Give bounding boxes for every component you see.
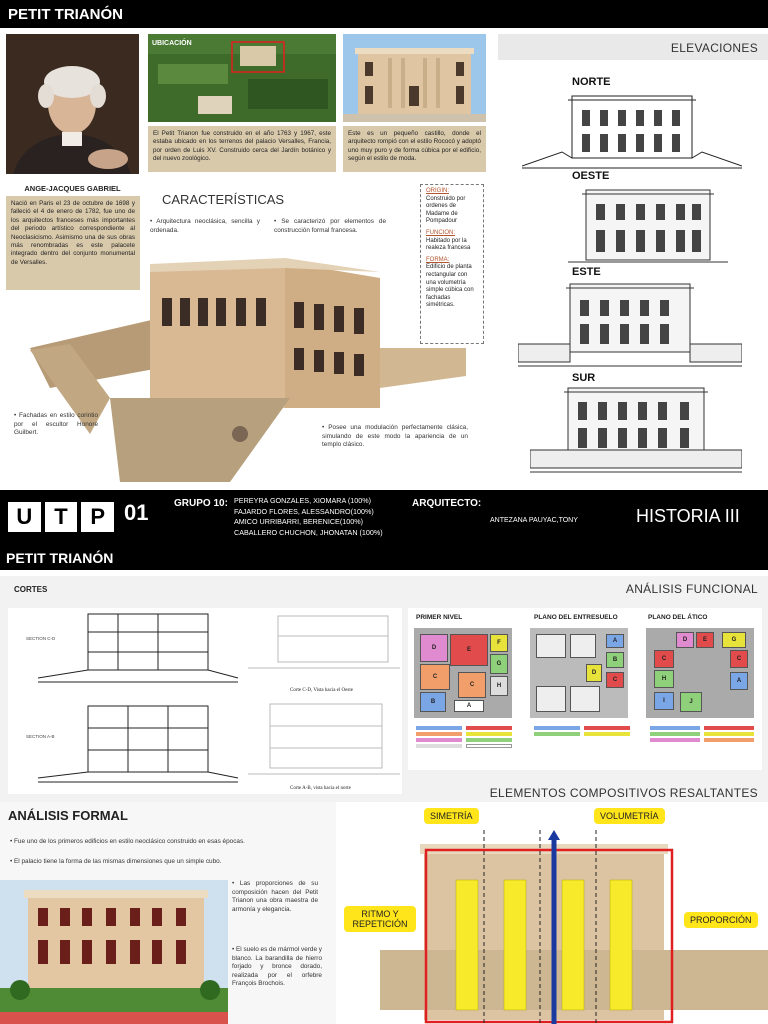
member: CABALLERO CHUCHON, JHONATAN (100%) <box>234 527 383 537</box>
elevation-north-label: NORTE <box>572 76 611 88</box>
member: FAJARDO FLORES, ALESSANDRO(100%) <box>234 506 374 516</box>
formal-bullet-4: • El suelo es de mármol verde y blanco. La barandilla de hierro forjado y bronce dorado, realizada por el orfebre François Brochois. <box>232 946 322 989</box>
page2-title: PETIT TRIANÓN <box>6 550 114 566</box>
plan-label: PLANO DEL ÁTICO <box>648 614 708 621</box>
formal-title: ANÁLISIS FORMAL <box>8 808 128 823</box>
sheet-number: 01 <box>124 500 149 525</box>
location-text: El Petit Trianon fue construido en el año 1763 y 1967, este estaba ubicado en los terrenos del palacio Versalles, Francia, por orden de Luis XV. Construido cerca del Jardín botánico y del nuevo zoológico. <box>148 126 336 172</box>
footer-band <box>0 490 768 570</box>
architect-name: ANGE-JACQUES GABRIEL <box>24 184 121 193</box>
forma-label: FORMA: <box>426 256 450 263</box>
characteristic-bullet-3: • Fachadas en estilo corintio por el escultor Honore Guilbert. <box>14 412 98 438</box>
origin-label: ORIGIN: <box>426 188 450 194</box>
group-label: GRUPO 10: <box>174 498 228 509</box>
elevation-south-drawing <box>530 384 742 476</box>
characteristic-bullet-1: • Arquitectura neoclásica, sencilla y ordenada. <box>150 218 260 235</box>
page-title: PETIT TRIANÓN <box>0 0 768 28</box>
cortes-label: CORTES <box>14 585 48 594</box>
architect-teacher: ANTEZANA PAUYAC,TONY <box>490 517 578 524</box>
elevation-west-drawing <box>568 184 728 266</box>
funcion-label: FUNCION: <box>426 229 455 236</box>
utp-logo: U T P <box>8 502 114 532</box>
funcion-text: Habitado por la realeza francesa <box>426 237 471 252</box>
characteristic-bullet-4: • Posee una modulación perfectamente clásica, simulando de este modo la apariencia de un templo clásico. <box>322 424 468 450</box>
formal-bullet-3: • Las proporciones de su composición hacen del Petit Trianon una obra maestra de armonía y elegancia. <box>232 880 318 914</box>
member: AMICO URRIBARRI, BERENICE(100%) <box>234 517 363 526</box>
elevation-east-drawing <box>518 278 742 370</box>
functional-analysis-header: ANÁLISIS FUNCIONAL <box>625 582 758 596</box>
section-caption: Corte C-D, Vista hacia el Oeste <box>290 688 353 693</box>
sections-drawing-area <box>8 608 402 794</box>
elements-header: ELEMENTOS COMPOSITIVOS RESALTANTES <box>489 786 758 800</box>
formal-bullet-2: • El palacio tiene la forma de las mismas dimensiones que un simple cubo. <box>10 858 330 867</box>
elevation-north-drawing <box>522 90 742 170</box>
floor-plans-area: PRIMER NIVEL PLANO DEL ENTRESUELO PLANO DEL ÁTICO D E F G C C H B A A B D C D E G C C H A I J <box>408 608 762 770</box>
elevation-west-label: OESTE <box>572 170 610 182</box>
course-name: HISTORIA III <box>636 506 740 526</box>
characteristics-title: CARACTERÍSTICAS <box>162 192 285 207</box>
elevation-south-label: SUR <box>572 372 596 384</box>
formal-photo <box>0 880 228 1024</box>
architect-portrait <box>6 34 139 174</box>
architect-label: ARQUITECTO: <box>412 498 482 509</box>
location-aerial-photo <box>148 34 336 122</box>
tag-volumetria: VOLUMETRÍA <box>594 808 665 824</box>
plan-label: PRIMER NIVEL <box>416 614 463 621</box>
formal-bullet-1: • Fue uno de los primeros edificios en estilo neoclásico construido en esas épocas. <box>10 838 330 847</box>
tag-proporcion: PROPORCIÓN <box>684 912 758 928</box>
characteristic-bullet-2: • Se caracterizó por elementos de construcción formal francesa. <box>274 218 386 235</box>
elevations-header: ELEVACIONES <box>498 34 768 60</box>
plan-label: PLANO DEL ENTRESUELO <box>534 614 618 621</box>
section-label: SECTION A-B <box>26 734 55 739</box>
elevation-east-label: ESTE <box>572 266 601 278</box>
section-label: SECTION C-D <box>26 636 56 641</box>
section-caption: Corte A-B, vista hacia el norte <box>290 786 351 791</box>
origin-text: Construido por ordenes de Madame de Pompadour <box>426 195 466 225</box>
tag-ritmo: RITMO Y REPETICIÓN <box>344 906 416 932</box>
member: PEREYRA GONZALES, XIOMARA (100%) <box>234 496 372 505</box>
architect-bio: Nació en Paris el 23 de octubre de 1698 y falleció el 4 de enero de 1782, fue uno de los arquitectos franceses más importantes del periodo artístico correspondiente al Neoclasicismo. Asimismo una de sus obras más renombradas es este palacete integrado dentro del conjunto monumental de Versalles. <box>6 196 140 290</box>
members-list <box>234 496 383 538</box>
location-label: UBICACIÓN <box>152 40 192 47</box>
tag-simetria: SIMETRÍA <box>424 808 479 824</box>
facade-photo <box>343 34 486 122</box>
castle-text: Este es un pequeño castillo, donde el arquitecto rompió con el estilo Rococó y adoptó uno muy puro y de forma cúbica por el edificio, según el estilo de moda. <box>343 126 486 172</box>
forma-text: Edificio de planta rectangular con una volumetría simple cúbica con fachadas simétricas. <box>426 264 474 309</box>
